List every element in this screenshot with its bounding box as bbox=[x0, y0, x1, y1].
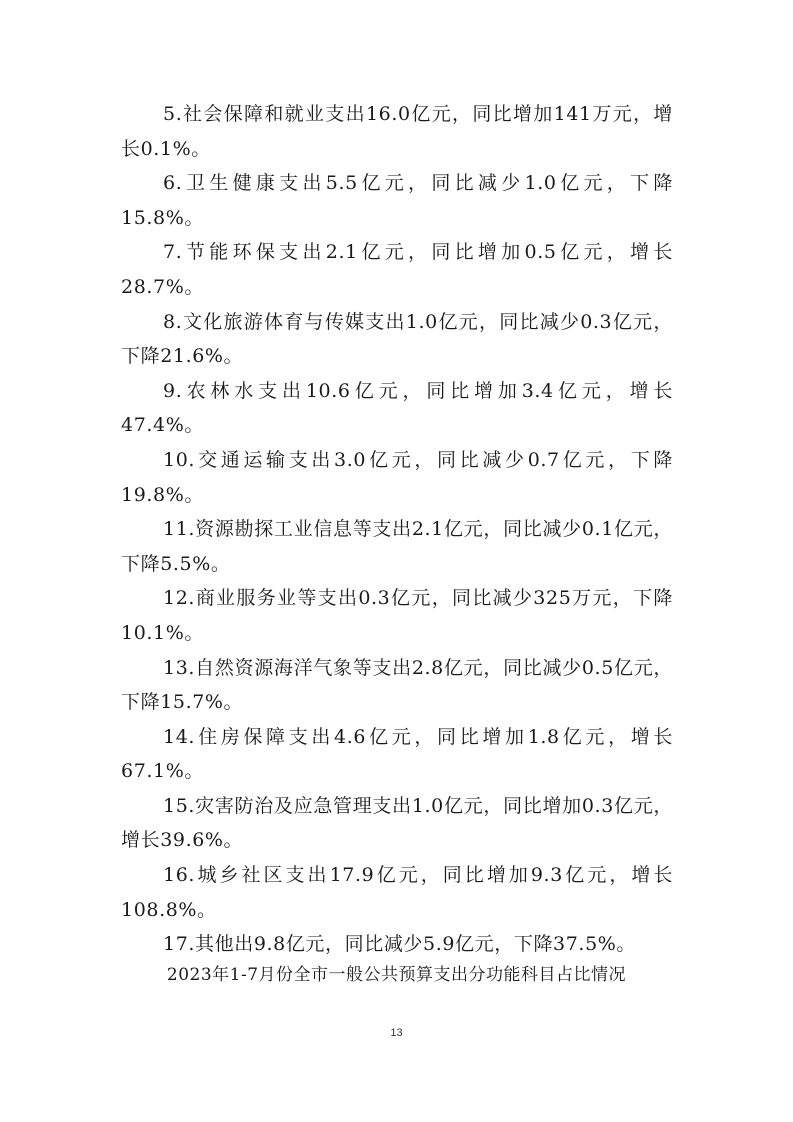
page-number: 13 bbox=[390, 1027, 403, 1039]
paragraph-item-16: 16.城乡社区支出17.9亿元，同比增加9.3亿元，增长108.8%。 bbox=[121, 864, 673, 921]
paragraph-item-5: 5.社会保障和就业支出16.0亿元，同比增加141万元，增长0.1%。 bbox=[121, 103, 673, 160]
paragraph-item-14: 14.住房保障支出4.6亿元，同比增加1.8亿元，增长67.1%。 bbox=[121, 725, 673, 783]
paragraph-item-13: 13.自然资源海洋气象等支出2.8亿元，同比减少0.5亿元，下降15.7%。 bbox=[121, 656, 673, 714]
expenditure-list bbox=[121, 97, 673, 962]
paragraph-item-9: 9.农林水支出10.6亿元，同比增加3.4亿元，增长47.4%。 bbox=[121, 379, 673, 437]
paragraph-item-15: 15.灾害防治及应急管理支出1.0亿元，同比增加0.3亿元，增长39.6%。 bbox=[121, 794, 673, 852]
paragraph-item-8: 8.文化旅游体育与传媒支出1.0亿元，同比减少0.3亿元，下降21.6%。 bbox=[121, 310, 673, 368]
figure-caption: 2023年1-7月份全市一般公共预算支出分功能科目占比情况 bbox=[166, 965, 627, 985]
paragraph-item-10: 10.交通运输支出3.0亿元，同比减少0.7亿元，下降19.8%。 bbox=[121, 448, 673, 506]
paragraph-item-11: 11.资源勘探工业信息等支出2.1亿元，同比减少0.1亿元，下降5.5%。 bbox=[121, 518, 673, 575]
paragraph-item-7: 7.节能环保支出2.1亿元，同比增加0.5亿元，增长28.7%。 bbox=[121, 241, 673, 298]
paragraph-item-17: 17.其他出9.8亿元，同比减少5.9亿元，下降37.5%。 bbox=[163, 933, 637, 956]
paragraph-item-6: 6.卫生健康支出5.5亿元，同比减少1.0亿元，下降15.8%。 bbox=[121, 172, 673, 229]
paragraph-item-12: 12.商业服务业等支出0.3亿元，同比减少325万元，下降10.1%。 bbox=[121, 587, 673, 644]
